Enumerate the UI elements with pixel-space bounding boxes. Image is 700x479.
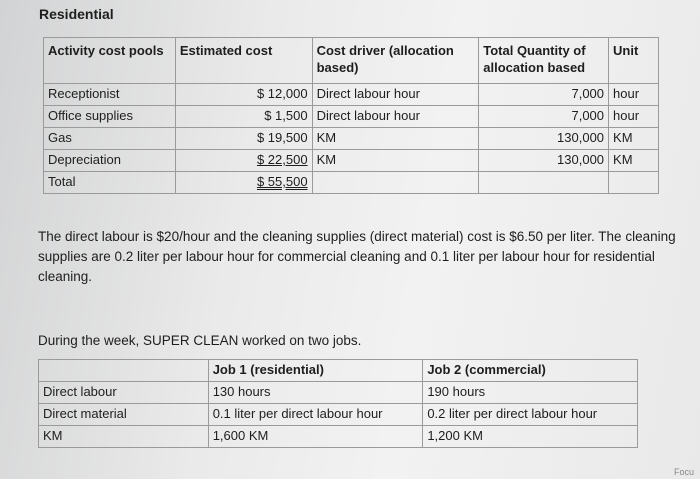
job1-cell: 1,600 KM xyxy=(208,426,423,448)
focus-mark: Focu xyxy=(673,467,694,477)
unit-cell: KM xyxy=(609,150,659,172)
jobs-header-blank xyxy=(39,360,209,382)
job2-cell: 0.2 liter per direct labour hour xyxy=(423,404,638,426)
unit-cell: hour xyxy=(609,106,659,128)
quantity-cell: 7,000 xyxy=(479,106,609,128)
row-label: Direct labour xyxy=(39,382,209,404)
pool-cell: Gas xyxy=(44,128,176,150)
table-row xyxy=(39,426,638,448)
header-total-quantity: Total Quantity of allocation based xyxy=(479,38,609,84)
driver-cell: KM xyxy=(312,128,479,150)
section-title: Residential xyxy=(39,6,114,22)
jobs-intro-paragraph: During the week, SUPER CLEAN worked on two jobs. xyxy=(38,333,362,348)
header-cost-driver: Cost driver (allocation based) xyxy=(312,38,479,84)
quantity-cell xyxy=(479,172,609,194)
header-unit: Unit xyxy=(609,38,659,84)
table-header-row xyxy=(44,38,659,84)
driver-cell: KM xyxy=(312,150,479,172)
pool-cell: Office supplies xyxy=(44,106,176,128)
labour-cost-paragraph: The direct labour is $20/hour and the cleaning supplies (direct material) cost is $6.50 per liter. The cleaning supplies are 0.2 liter per labour hour for commercial cleaning and 0.1 liter per labour hour for residential cleaning. xyxy=(38,229,676,284)
jobs-header-row xyxy=(39,360,638,382)
cost-cell: $ 12,000 xyxy=(175,84,312,106)
row-label: KM xyxy=(39,426,209,448)
activity-cost-table xyxy=(43,37,659,194)
cost-cell: $ 22,500 xyxy=(175,150,312,172)
pool-cell: Receptionist xyxy=(44,84,176,106)
table-row xyxy=(44,106,659,128)
cost-cell: $ 1,500 xyxy=(175,106,312,128)
header-activity-cost-pools: Activity cost pools xyxy=(44,38,176,84)
unit-cell xyxy=(609,172,659,194)
total-cost-cell: $ 55,500 xyxy=(175,172,312,194)
table-row xyxy=(44,128,659,150)
pool-cell: Total xyxy=(44,172,176,194)
table-row xyxy=(44,84,659,106)
job2-cell: 1,200 KM xyxy=(423,426,638,448)
table-row xyxy=(39,404,638,426)
header-estimated-cost: Estimated cost xyxy=(175,38,312,84)
unit-cell: KM xyxy=(609,128,659,150)
cost-cell: $ 19,500 xyxy=(175,128,312,150)
quantity-cell: 130,000 xyxy=(479,128,609,150)
quantity-cell: 7,000 xyxy=(479,84,609,106)
job1-header: Job 1 (residential) xyxy=(208,360,423,382)
row-label: Direct material xyxy=(39,404,209,426)
unit-cell: hour xyxy=(609,84,659,106)
driver-cell: Direct labour hour xyxy=(312,106,479,128)
driver-cell xyxy=(312,172,479,194)
driver-cell: Direct labour hour xyxy=(312,84,479,106)
table-row xyxy=(44,150,659,172)
pool-cell: Depreciation xyxy=(44,150,176,172)
job2-header: Job 2 (commercial) xyxy=(423,360,638,382)
job1-cell: 130 hours xyxy=(208,382,423,404)
table-row xyxy=(39,382,638,404)
quantity-cell: 130,000 xyxy=(479,150,609,172)
job2-cell: 190 hours xyxy=(423,382,638,404)
table-row-total xyxy=(44,172,659,194)
jobs-table xyxy=(38,359,638,448)
job1-cell: 0.1 liter per direct labour hour xyxy=(208,404,423,426)
